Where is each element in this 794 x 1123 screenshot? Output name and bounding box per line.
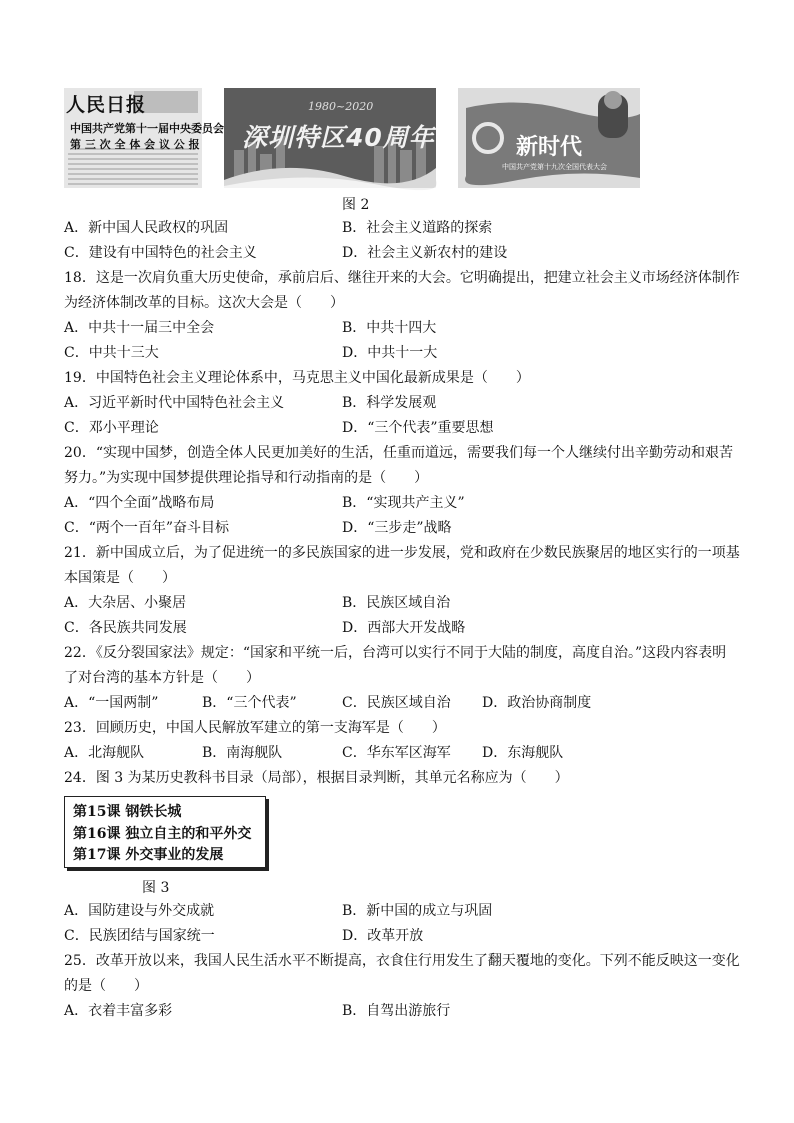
shenzhen-years: 1980~2020	[308, 100, 374, 113]
q18-stem-1: 18．这是一次肩负重大历史使命，承前启后、继往开来的大会。它明确提出，把建立社会主义市场经济体制作	[64, 270, 740, 286]
q17-option-c: C．建设有中国特色的社会主义	[64, 245, 257, 261]
q21-option-c: C．各民族共同发展	[64, 620, 187, 636]
q19-option-b: B．科学发展观	[342, 395, 437, 411]
q17-option-b: B．社会主义道路的探索	[342, 220, 493, 236]
toc-lesson-15: 第15课 钢铁长城	[73, 804, 182, 820]
q23-option-c: C．华东军区海军	[342, 745, 451, 761]
q18-option-b: B．中共十四大	[342, 320, 437, 336]
q20-stem-1: 20．“实现中国梦，创造全体人民更加美好的生活，任重而道远，需要我们每一个人继续付出辛勤劳动和艰苦	[64, 445, 733, 461]
q21-stem-1: 21．新中国成立后，为了促进统一的多民族国家的进一步发展，党和政府在少数民族聚居的地区实行的一项基	[64, 545, 740, 561]
q18-option-d: D．中共十一大	[342, 345, 438, 361]
q25-option-a: A．衣着丰富多彩	[64, 1003, 173, 1019]
q22-stem-1: 22．《反分裂国家法》规定：“国家和平统一后，台湾可以实行不同于大陆的制度，高度自治。”这段内容表明	[64, 645, 727, 661]
newspaper-image	[64, 88, 224, 188]
q18-option-c: C．中共十三大	[64, 345, 159, 361]
q20-option-a: A．“四个全面”战略布局	[64, 495, 215, 511]
q21-option-b: B．民族区域自治	[342, 595, 451, 611]
q24-option-b: B．新中国的成立与巩固	[342, 903, 493, 919]
q22-stem-2: 了对台湾的基本方针是（ ）	[64, 670, 260, 686]
q23-stem-1: 23．回顾历史，中国人民解放军建立的第一支海军是（ ）	[64, 720, 446, 736]
q23-option-d: D．东海舰队	[482, 745, 564, 761]
q24-stem-1: 24．图 3 为某历史教科书目录（局部），根据目录判断，其单元名称应为（ ）	[64, 770, 569, 786]
shenzhen-title: 深圳特区40周年	[242, 123, 435, 152]
figure-2-caption: 图 2	[342, 197, 370, 213]
q24-option-d: D．改革开放	[342, 928, 424, 944]
q17-option-d: D．社会主义新农村的建设	[342, 245, 508, 261]
q20-option-d: D．“三步走”战略	[342, 520, 452, 536]
q17-option-a: A．新中国人民政权的巩固	[64, 220, 229, 236]
q22-option-b: B．“三个代表”	[202, 695, 297, 711]
toc-lesson-17: 第17课 外交事业的发展	[73, 847, 224, 863]
q20-stem-2: 努力。”为实现中国梦提供理论指导和行动指南的是（ ）	[64, 470, 429, 486]
q21-option-d: D．西部大开发战略	[342, 620, 466, 636]
newspaper-headline-1: 中国共产党第十一届中央委员会	[70, 122, 224, 135]
q19-option-a: A．习近平新时代中国特色社会主义	[64, 395, 285, 411]
q21-stem-2: 本国策是（ ）	[64, 570, 176, 586]
new-era-title: 新时代	[516, 135, 583, 160]
q18-stem-2: 为经济体制改革的目标。这次大会是（ ）	[64, 295, 344, 311]
q21-option-a: A．大杂居、小聚居	[64, 595, 187, 611]
q25-stem-1: 25．改革开放以来，我国人民生活水平不断提高，衣食住行用发生了翻天覆地的变化。下列不能反映这一变化	[64, 953, 740, 969]
newspaper-masthead: 人民日报	[66, 94, 147, 116]
q19-stem-1: 19．中国特色社会主义理论体系中，马克思主义中国化最新成果是（ ）	[64, 370, 530, 386]
toc-lesson-16: 第16课 独立自主的和平外交	[73, 826, 252, 842]
q25-option-b: B．自驾出游旅行	[342, 1003, 451, 1019]
q22-option-c: C．民族区域自治	[342, 695, 451, 711]
q25-stem-2: 的是（ ）	[64, 978, 148, 994]
new-era-image	[458, 88, 640, 188]
q24-option-a: A．国防建设与外交成就	[64, 903, 215, 919]
q18-option-a: A．中共十一届三中全会	[64, 320, 215, 336]
q20-option-b: B．“实现共产主义”	[342, 495, 465, 511]
newspaper-headline-2: 第 三 次 全 体 会 议 公 报	[70, 138, 200, 151]
q19-option-c: C．邓小平理论	[64, 420, 159, 436]
q23-option-b: B．南海舰队	[202, 745, 283, 761]
q19-option-d: D．“三个代表”重要思想	[342, 420, 494, 436]
new-era-subtitle: 中国共产党第十九次全国代表大会	[502, 163, 607, 171]
q23-option-a: A．北海舰队	[64, 745, 145, 761]
q24-option-c: C．民族团结与国家统一	[64, 928, 215, 944]
figure-3-caption: 图 3	[142, 880, 170, 896]
q22-option-d: D．政治协商制度	[482, 695, 592, 711]
q20-option-c: C．“两个一百年”奋斗目标	[64, 520, 230, 536]
q22-option-a: A．“一国两制”	[64, 695, 159, 711]
shenzhen-image	[224, 88, 436, 188]
figure-3-toc-box	[64, 796, 266, 868]
